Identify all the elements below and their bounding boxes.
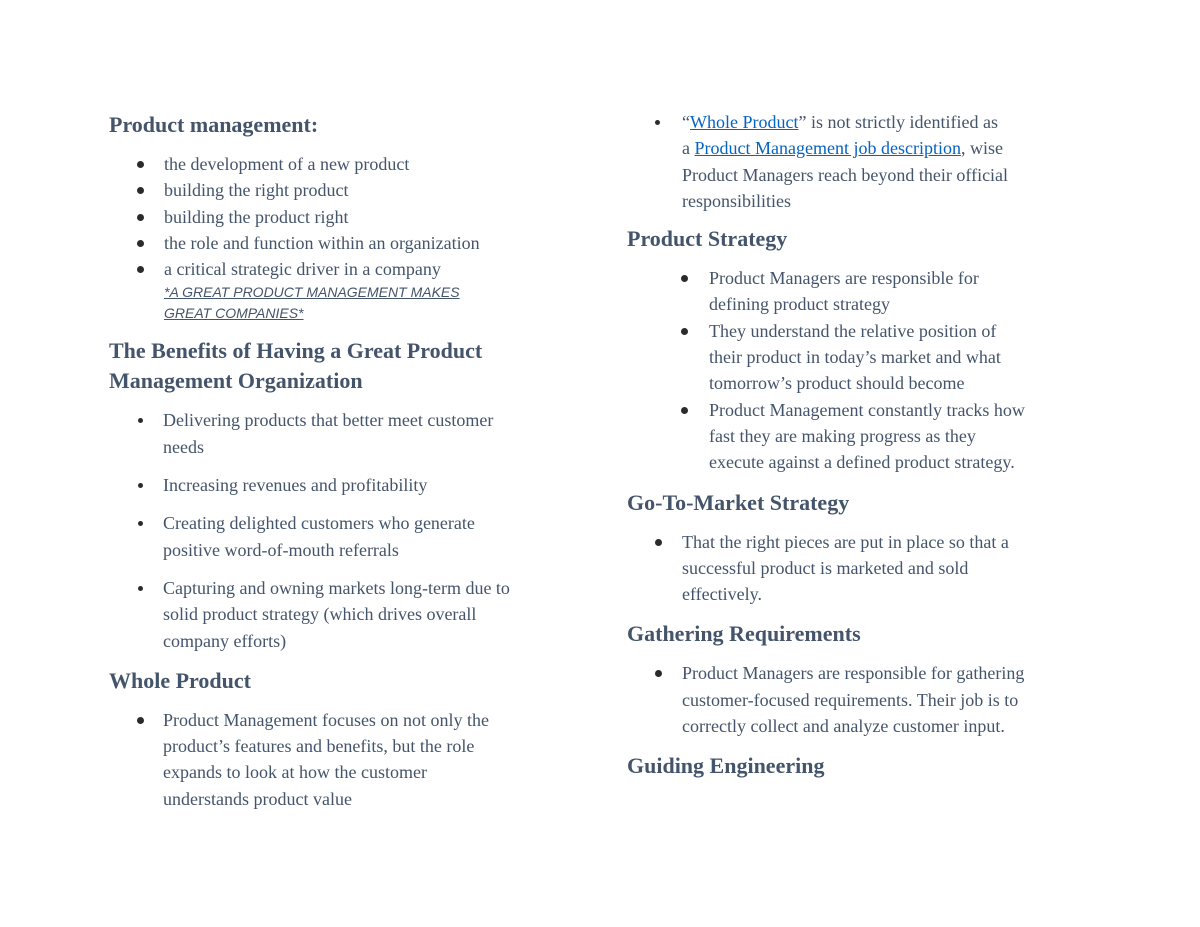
product-strategy-list — [627, 265, 1097, 475]
list-item: Product Managers are responsible for defining product strategy — [627, 265, 1097, 318]
list-item: Product Management focuses on not only the product’s features and benefits, but the role expands to look at how the customer understands product value — [109, 707, 579, 812]
bullet-icon — [138, 418, 143, 423]
bullet-icon — [138, 586, 143, 591]
list-item: Capturing and owning markets long-term due to solid product strategy (which drives overall company efforts) — [109, 575, 579, 654]
emphasis-line-2: GREAT COMPANIES* — [164, 305, 304, 322]
gathering-requirements-list — [627, 660, 1097, 739]
heading-gathering-requirements: Gathering Requirements — [627, 621, 861, 647]
list-item: the role and function within an organization — [109, 230, 579, 256]
heading-go-to-market: Go-To-Market Strategy — [627, 489, 850, 515]
right-column — [627, 108, 1097, 781]
bullet-icon — [137, 717, 144, 724]
heading-whole-product: Whole Product — [109, 667, 251, 693]
list-item: building the product right — [109, 204, 579, 230]
heading-product-strategy: Product Strategy — [627, 226, 788, 252]
emphasis-line-1: *A GREAT PRODUCT MANAGEMENT MAKES — [164, 284, 460, 301]
list-item: “Whole Product” is not strictly identified as a Product Management job description, wise Product Managers reach beyond their official responsibilities — [627, 109, 1097, 214]
bullet-icon — [137, 187, 144, 194]
list-item: Increasing revenues and profitability — [109, 472, 579, 498]
bullet-icon — [655, 539, 662, 546]
bullet-icon — [655, 670, 662, 677]
list-item: Delivering products that better meet customer needs — [109, 407, 579, 460]
bullet-icon — [137, 240, 144, 247]
left-column — [109, 108, 579, 812]
bullet-icon — [681, 407, 688, 414]
whole-product-note-list — [627, 109, 1097, 214]
bullet-icon — [138, 483, 143, 488]
heading-benefits: The Benefits of Having a Great Product Management Organization — [109, 338, 483, 394]
whole-product-list — [109, 707, 579, 812]
bullet-icon — [681, 275, 688, 282]
bullet-icon — [137, 266, 144, 273]
bullet-icon — [655, 120, 660, 125]
bullet-icon — [137, 214, 144, 221]
list-item: They understand the relative position of their product in today’s market and what tomorrow’s product should become — [627, 318, 1097, 397]
pm-job-description-link[interactable]: Product Management job description — [694, 138, 961, 159]
list-item: Creating delighted customers who generate positive word-of-mouth referrals — [109, 510, 579, 563]
heading-guiding-engineering: Guiding Engineering — [627, 753, 825, 779]
list-item: building the right product — [109, 177, 579, 203]
bullet-icon — [681, 328, 688, 335]
product-management-list — [109, 151, 579, 324]
whole-product-link[interactable]: Whole Product — [690, 112, 799, 132]
go-to-market-list — [627, 529, 1097, 608]
benefits-list — [109, 407, 579, 653]
list-item: a critical strategic driver in a company *A GREAT PRODUCT MANAGEMENT MAKES GREAT COMPANIES* — [109, 256, 579, 324]
bullet-icon — [138, 521, 143, 526]
list-item: Product Management constantly tracks how fast they are making progress as they execute against a defined product strategy. — [627, 397, 1097, 476]
list-item: Product Managers are responsible for gathering customer-focused requirements. Their job is to correctly collect and analyze customer input. — [627, 660, 1097, 739]
list-item: That the right pieces are put in place so that a successful product is marketed and sold effectively. — [627, 529, 1097, 608]
bullet-icon — [137, 161, 144, 168]
list-item: the development of a new product — [109, 151, 579, 177]
heading-product-management: Product management: — [109, 112, 319, 137]
